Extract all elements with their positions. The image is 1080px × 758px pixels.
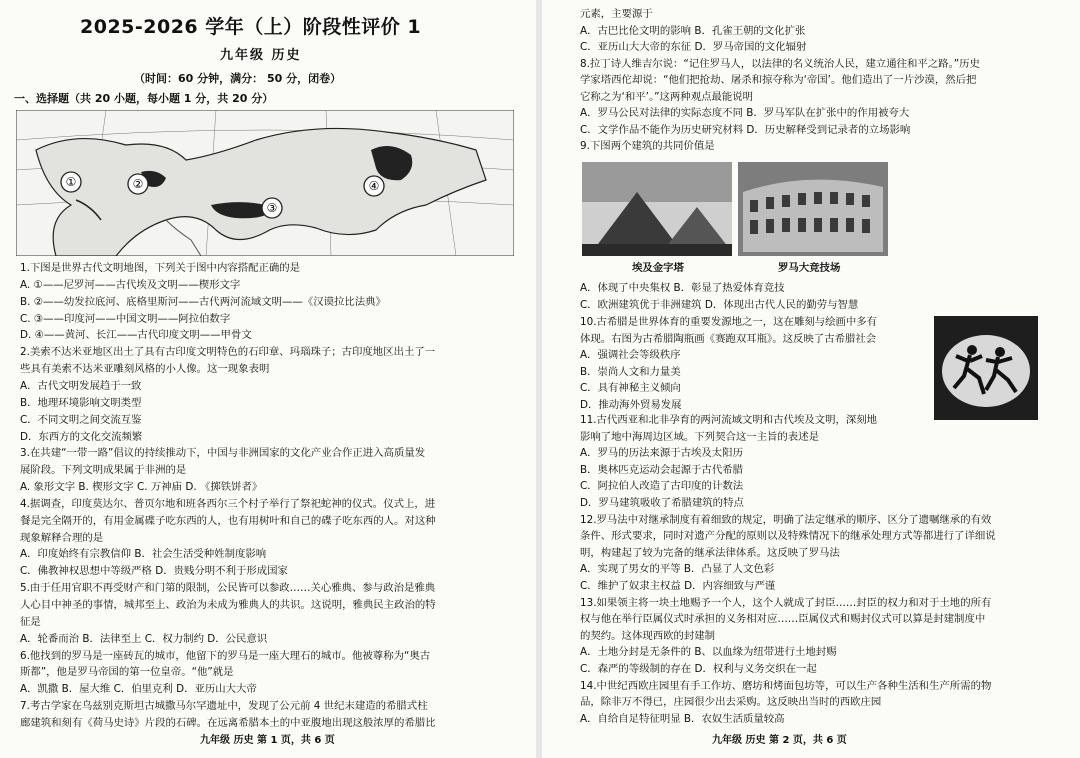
text-line: 14.中世纪西欧庄园里有手工作坊、磨坊和烤面包坊等，可以生产各种生活和生产所需的物 (580, 679, 992, 692)
text-line: 些具有美索不达米亚雕刻风格的小人像。这一现象表明 (20, 363, 270, 376)
page1-footer: 九年级 历史 第 1 页，共 6 页 (200, 735, 335, 746)
text-line: A. 象形文字 B. 楔形文字 C. 万神庙 D. 《掷铁饼者》 (20, 481, 263, 494)
text-line: C．森严的等级制的存在 D．权利与义务交织在一起 (580, 663, 817, 675)
text-line: 体现。右图为古希腊陶瓶画《赛跑双耳瓶》。这反映了古希腊社会 (580, 332, 877, 345)
text-line: C．不同文明之间交流互鉴 (20, 413, 142, 426)
text-line: A．轮番而治 B．法律至上 C．权力制约 D．公民意识 (20, 632, 268, 645)
text-line: 1.下图是世界古代文明地图，下列关于图中内容搭配正确的是 (20, 262, 301, 274)
text-line: A．实现了男女的平等 B．凸显了人文色彩 (580, 563, 775, 576)
text-line: 3.在共建“一带一路”倡议的持续推动下，中国与非洲国家的文化产业合作正进入高质量发 (20, 447, 426, 460)
map-marker-2: ② (132, 177, 144, 191)
text-line: 13.如果领主将一块土地赐予一个人，这个人就成了封臣……封臣的权力和对于土地的所有 (580, 596, 992, 609)
exam-title: 2025-2026 学年（上）阶段性评价 1 (80, 16, 422, 38)
text-line: C．欧洲建筑优于非洲建筑 D．体现出古代人民的勤劳与智慧 (580, 298, 859, 311)
text-line: 学家塔西佗却说：“他们把抢劫、屠杀和掠夺称为‘帝国’。他们造出了一片沙漠，然后把 (580, 74, 977, 86)
text-line: A．土地分封是无条件的 B、以血缘为纽带进行土地封赐 (580, 646, 837, 659)
text-line: 展阶段。下列文明成果属于非洲的是 (20, 464, 187, 477)
text-line: A．古巴比伦文明的影响 B．孔雀王朝的文化扩张 (580, 24, 806, 37)
text-line: C．佛教神权思想中等级严格 D．贵贱分明不利于形成国家 (20, 565, 288, 578)
text-line: 的契约。这体现西欧的封建制 (580, 629, 716, 642)
text-line: 斯都”，他是罗马帝国的第一位皇帝。“他”就是 (20, 666, 234, 679)
text-line: C．具有神秘主义倾向 (580, 382, 681, 394)
text-line: 餐是完全隔开的，有用金属碟子吃东西的人，也有用树叶和自己的碟子吃东西的人。对这种 (20, 514, 436, 527)
text-line: 6.他找到的罗马是一座砖瓦的城市，他留下的罗马是一座大理石的城市。他被尊称为“奥古 (20, 649, 431, 662)
text-line: C．阿拉伯人改造了古印度的计数法 (580, 480, 744, 493)
text-line: A．古代文明发展趋于一致 (20, 379, 142, 392)
text-line: D．推动海外贸易发展 (580, 398, 682, 411)
text-line: A．罗马公民对法律的实际态度不同 B．罗马军队在扩张中的作用被夸大 (580, 107, 910, 119)
page2-footer: 九年级 历史 第 2 页，共 6 页 (712, 735, 847, 746)
pyramid-photo (582, 162, 732, 256)
greek-vase-painting (934, 316, 1038, 420)
colosseum-caption: 罗马大竞技场 (778, 262, 841, 274)
text-line: 廊建筑和刻有《荷马史诗》片段的石碑。在远离希腊本土的中亚腹地出现这般浓厚的希腊比 (20, 716, 436, 729)
text-line: D．东西方的文化交流频繁 (20, 430, 143, 443)
text-line: 现象解释合理的是 (20, 531, 104, 544)
text-line: A．自给自足特征明显 B．农奴生活质量较高 (580, 712, 785, 725)
text-line: C．文学作品不能作为历史研究材料 D．历史解释受到记录者的立场影响 (580, 123, 911, 136)
text-line: 影响了地中海周边区域。下列契合这一主旨的表述是 (580, 430, 819, 443)
text-line: D. ④——黄河、长江——古代印度文明——甲骨文 (20, 329, 252, 342)
text-line: D．罗马建筑吸收了希腊建筑的特点 (580, 497, 744, 509)
exam-page-1 (0, 0, 536, 758)
text-line: 2.美索不达米亚地区出土了具有古印度文明特色的石印章、玛瑙珠子；古印度地区出土了一 (20, 346, 436, 359)
text-line: 12.罗马法中对继承制度有着细致的规定，明确了法定继承的顺序、区分了遗嘱继承的有效 (580, 513, 992, 526)
text-line: 条件、形式要求，同时对遗产分配的原则以及特殊情况下的继承处理方式等都进行了详细说 (580, 530, 996, 543)
text-line: 元素，主要源于 (580, 8, 653, 20)
text-line: A．凯撒 B．屋大维 C．伯里克利 D．亚历山大大帝 (20, 683, 257, 696)
text-line: B．地理环境影响文明类型 (20, 396, 142, 409)
text-line: 10.古希腊是世界体育的重要发源地之一，这在雕刻与绘画中多有 (580, 316, 878, 328)
text-line: 人心目中神圣的事情，城邦至上、政治为未成为雅典人的共识。这说明，雅典民主政治的特 (20, 599, 436, 611)
text-line: 8.拉丁诗人维吉尔说：“记住罗马人，以法律的名义统治人民，建立通往和平之路。”历史 (580, 57, 980, 70)
exam-page-2 (542, 0, 1080, 758)
text-line: 5.由于任用官职不再受财产和门第的限制，公民皆可以参政……关心雅典、参与政治是雅典 (20, 582, 436, 595)
text-line: 品，除非万不得已，庄园很少出去采购。这反映出当时的西欧庄园 (580, 696, 882, 709)
text-line: 7.考古学家在乌兹别克斯坦古城撒马尔罕遗址中，发现了公元前 4 世纪末建造的希腊式柱 (20, 700, 428, 713)
colosseum-photo (738, 162, 888, 256)
text-line: 11.古代西亚和北非孕育的两河流域文明和古代埃及文明，深刻地 (580, 414, 878, 426)
exam-meta: （时间：60 分钟，满分： 50 分，闭卷） (134, 72, 342, 85)
text-line: 征是 (20, 615, 41, 628)
ancient-civilizations-map (16, 110, 514, 256)
map-marker-4: ④ (368, 179, 380, 193)
text-line: B．奥林匹克运动会起源于古代希腊 (580, 463, 743, 476)
text-line: 4.据调查，印度莫达尔、普页尔地和班各西尔三个村子举行了祭祀蛇神的仪式。仪式上，进 (20, 497, 436, 510)
map-marker-3: ③ (266, 201, 278, 215)
text-line: A．罗马的历法来源于古埃及太阳历 (580, 447, 743, 460)
text-line: 明，构建起了较为完备的继承法律体系。这反映了罗马法 (580, 546, 840, 559)
section-heading: 一、选择题（共 20 小题，每小题 1 分，共 20 分） (14, 92, 274, 105)
map-marker-1: ① (65, 175, 77, 189)
text-line: C．维护了奴隶主权益 D．内容细致与严谨 (580, 580, 776, 592)
text-line: 9.下图两个建筑的共同价值是 (580, 140, 715, 152)
text-line: A. ①——尼罗河——古代埃及文明——楔形文字 (20, 278, 241, 291)
text-line: A．强调社会等级秩序 (580, 349, 681, 361)
text-line: C．亚历山大大帝的东征 D．罗马帝国的文化辐射 (580, 41, 807, 53)
pyramid-caption: 埃及金字塔 (632, 262, 684, 274)
exam-subtitle: 九年级 历史 (220, 48, 302, 63)
text-line: C. ③——印度河——中国文明——阿拉伯数字 (20, 312, 231, 325)
text-line: A．体现了中央集权 B．彰显了热爱体育竞技 (580, 282, 785, 294)
text-line: A．印度始终有宗教信仰 B．社会生活受种姓制度影响 (20, 548, 267, 561)
text-line: B．崇尚人文和力量美 (580, 365, 681, 378)
text-line: 权与他在举行臣属仪式时承担的义务相对应……臣属仪式和赐封仪式可以算是封建制度中 (580, 613, 986, 626)
text-line: B. ②——幼发拉底河、底格里斯河——古代两河流域文明——《汉谟拉比法典》 (20, 295, 386, 308)
text-line: 它称之为‘和平’。”这两种观点最能说明 (580, 90, 754, 103)
